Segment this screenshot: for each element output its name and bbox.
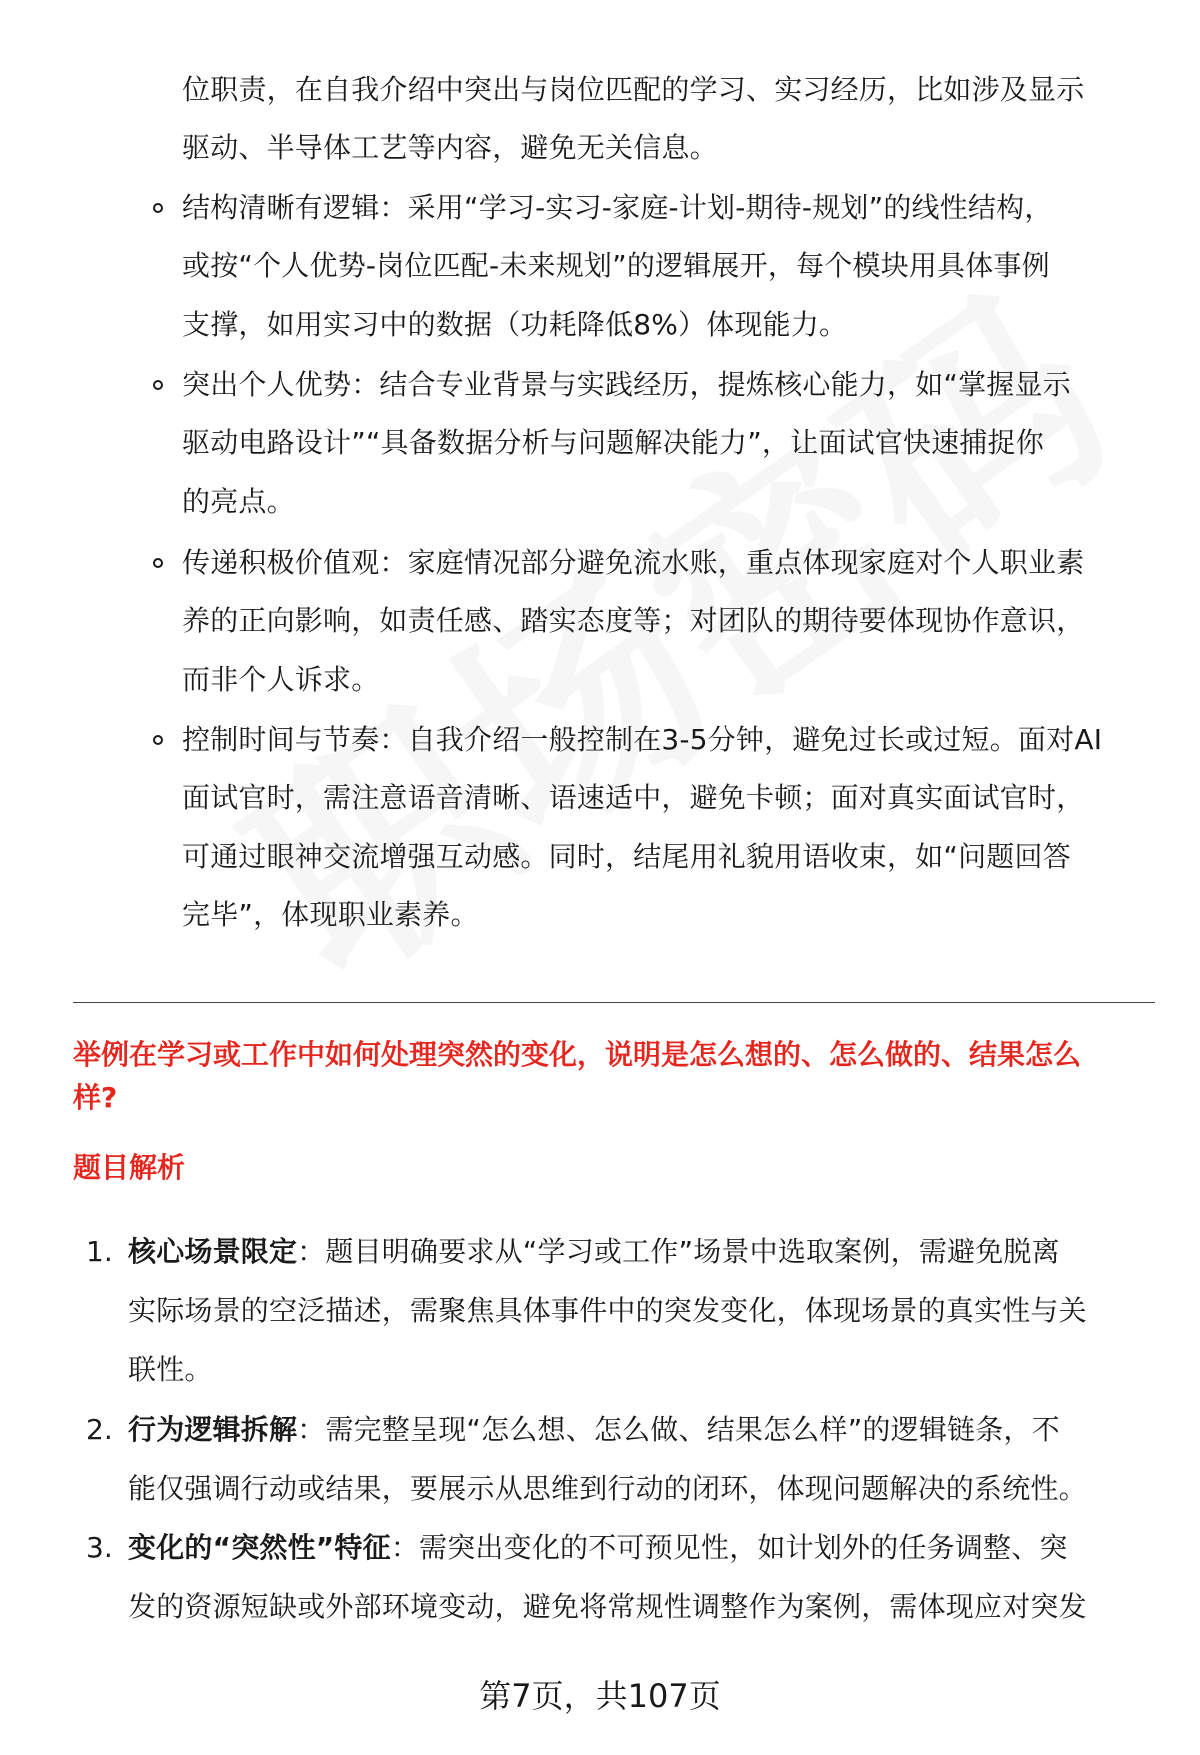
list-number: 3. [86,1531,113,1564]
list-item-line: 实际场景的空泛描述，需聚焦具体事件中的突发变化，体现场景的真实性与关 [128,1294,1087,1327]
list-item-line: 发的资源短缺或外部环境变动，避免将常规性调整作为案例，需体现应对突发 [128,1590,1087,1623]
list-number: 1. [86,1235,113,1268]
bullet-circle-icon [153,558,163,568]
list-item-term: 变化的“突然性”特征 [128,1531,391,1564]
bullet-line: 的亮点。 [182,485,295,518]
list-item-term: 核心场景限定 [128,1235,298,1268]
bullet-line: 控制时间与节奏：自我介绍一般控制在3-5分钟，避免过长或过短。面对AI [182,723,1103,756]
page-footer: 第7页，共107页 [479,1677,721,1715]
bullet-line: 完毕”，体现职业素养。 [182,898,479,931]
list-item-line: 联性。 [128,1353,213,1386]
list-item-first-line [128,1232,1060,1272]
section-divider [73,1002,1155,1003]
question-heading-cont: 样? [73,1081,118,1114]
list-number: 2. [86,1413,113,1446]
bullet-line: 传递积极价值观：家庭情况部分避免流水账，重点体现家庭对个人职业素 [182,546,1085,579]
bullet-circle-icon [153,380,163,390]
bullet-line: 面试官时，需注意语音清晰、语速适中，避免卡顿；面对真实面试官时， [182,781,1085,814]
bullet-line: 或按“个人优势-岗位匹配-未来规划”的逻辑展开，每个模块用具体事例 [182,249,1050,282]
bullet-line: 养的正向影响，如责任感、踏实态度等；对团队的期待要体现协作意识， [182,604,1085,637]
list-item-first-line [128,1410,1060,1450]
list-item-text: ：需完整呈现“怎么想、怎么做、结果怎么样”的逻辑链条，不 [297,1413,1060,1446]
list-item-text: ：题目明确要求从“学习或工作”场景中选取案例，需避免脱离 [297,1235,1060,1268]
bullet-line: 位职责，在自我介绍中突出与岗位匹配的学习、实习经历，比如涉及显示 [182,73,1085,106]
list-item-text: ：需突出变化的不可预见性，如计划外的任务调整、突 [390,1531,1068,1564]
bullet-line: 突出个人优势：结合专业背景与实践经历，提炼核心能力，如“掌握显示 [182,368,1071,401]
question-heading: 举例在学习或工作中如何处理突然的变化，说明是怎么想的、怎么做的、结果怎么 [73,1038,1082,1071]
bullet-line: 而非个人诉求。 [182,663,380,696]
bullet-line: 驱动电路设计”“具备数据分析与问题解决能力”，让面试官快速捕捉你 [182,426,1044,459]
bullet-line: 驱动、半导体工艺等内容，避免无关信息。 [182,131,718,164]
bullet-line: 支撑，如用实习中的数据（功耗降低8%）体现能力。 [182,308,848,341]
list-item-line: 能仅强调行动或结果，要展示从思维到行动的闭环，体现问题解决的系统性。 [128,1472,1087,1505]
bullet-line: 可通过眼神交流增强互动感。同时，结尾用礼貌用语收束，如“问题回答 [182,840,1071,873]
bullet-line: 结构清晰有逻辑：采用“学习-实习-家庭-计划-期待-规划”的线性结构， [182,191,1053,224]
bullet-circle-icon [153,735,163,745]
list-item-first-line [128,1528,1068,1568]
bullet-circle-icon [153,203,163,213]
list-item-term: 行为逻辑拆解 [128,1413,298,1446]
analysis-heading: 题目解析 [73,1151,186,1184]
